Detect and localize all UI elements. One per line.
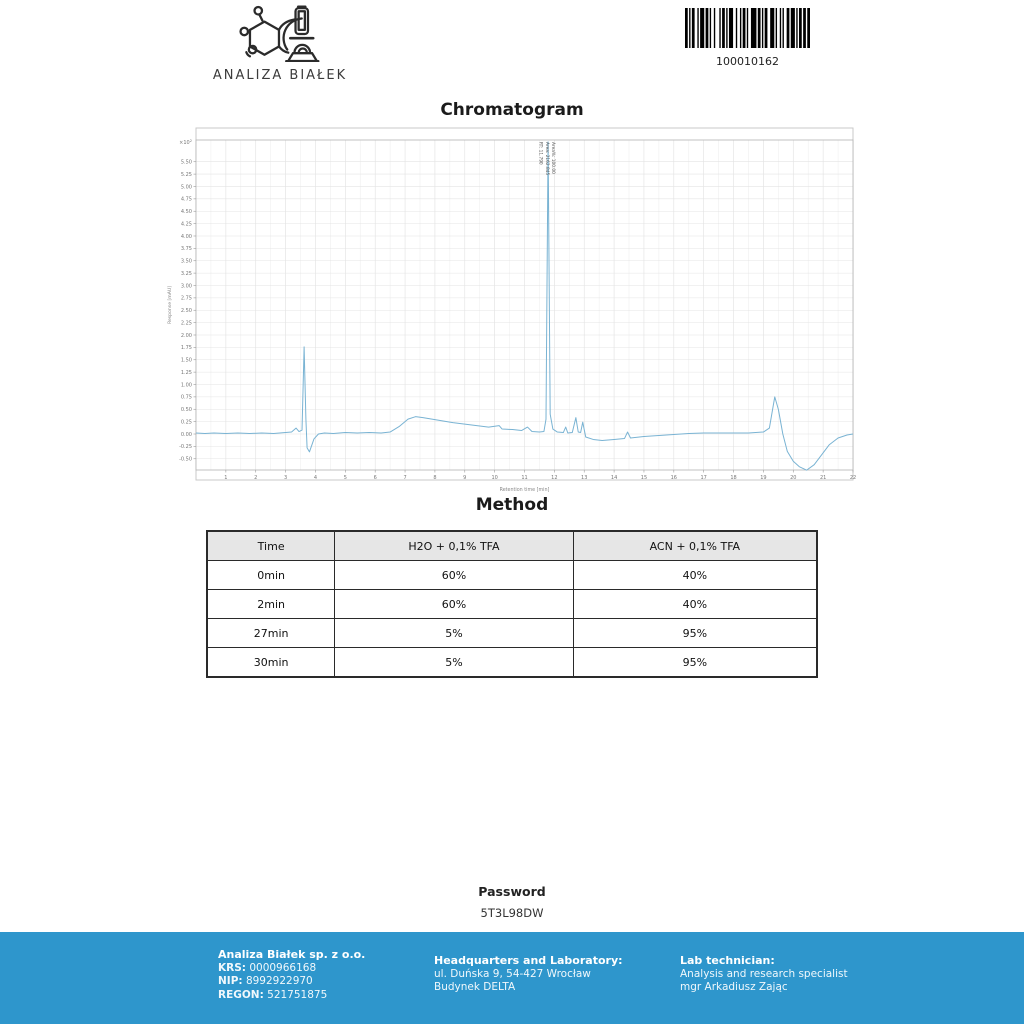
svg-text:19: 19 [760, 475, 767, 481]
svg-text:15: 15 [640, 475, 648, 481]
cell-h2o: 60% [335, 561, 573, 590]
company-name: Analiza Białek sp. z o.o. [218, 948, 366, 961]
technician-title: Lab technician: [680, 954, 775, 967]
svg-text:Area%: 100.00: Area%: 100.00 [550, 142, 556, 174]
svg-text:Retention time [min]: Retention time [min] [499, 488, 550, 493]
table-row [207, 590, 817, 619]
svg-text:Response [mAU]: Response [mAU] [168, 285, 173, 325]
company-regon: REGON: 521751875 [218, 988, 328, 1001]
svg-text:×102: $\times 10^2$ [179, 139, 192, 146]
footer-lab-technician [680, 954, 848, 995]
svg-text:3.50: 3.50 [180, 258, 192, 265]
technician-role: Analysis and research specialist [680, 967, 848, 980]
headquarters-title: Headquarters and Laboratory: [434, 954, 623, 967]
footer [0, 932, 1024, 1024]
svg-text:2.00: 2.00 [180, 332, 192, 339]
cell-acn: 40% [573, 561, 817, 590]
cell-acn: 95% [573, 648, 817, 678]
svg-text:14: 14 [610, 475, 618, 481]
svg-text:3.00: 3.00 [180, 283, 192, 290]
method-title: Method [475, 495, 549, 515]
svg-text:3: 3 [283, 475, 288, 481]
column-header-h2o: H2O + 0,1% TFA [335, 531, 573, 561]
technician-name: mgr Arkadiusz Zając [680, 981, 788, 993]
table-row [207, 619, 817, 648]
svg-text:11: 11 [521, 475, 528, 481]
cell-acn: 95% [573, 619, 817, 648]
column-header-time: Time [207, 531, 335, 561]
password-block [0, 884, 1024, 920]
svg-text:-0.50: -0.50 [179, 456, 192, 463]
logo-molecule-microscope-icon [235, 4, 325, 62]
svg-text:4.00: 4.00 [180, 233, 192, 240]
cell-time: 27min [207, 619, 335, 648]
method-table-header-row [207, 531, 817, 561]
barcode-icon [685, 8, 810, 48]
svg-text:RT: 11.790: RT: 11.790 [537, 142, 543, 165]
svg-text:1.25: 1.25 [180, 369, 192, 376]
password-value: 5T3L98DW [480, 906, 544, 920]
table-row [207, 648, 817, 678]
svg-text:3.25: 3.25 [180, 270, 192, 277]
svg-text:1.75: 1.75 [180, 345, 192, 352]
svg-text:9: 9 [463, 475, 467, 481]
svg-text:Area: 2162.845: Area: 2162.845 [543, 142, 549, 176]
svg-text:18: 18 [730, 475, 737, 481]
svg-text:21: 21 [819, 475, 827, 481]
svg-text:5.00: 5.00 [180, 184, 192, 191]
footer-company-info [218, 948, 365, 1002]
headquarters-address: ul. Duńska 9, 54-427 Wrocław [434, 967, 591, 980]
svg-text:2: 2 [254, 475, 258, 481]
svg-text:5.25: 5.25 [180, 171, 192, 178]
svg-text:12: 12 [551, 475, 558, 481]
svg-text:8: 8 [433, 475, 437, 481]
table-row [207, 561, 817, 590]
cell-h2o: 5% [335, 648, 573, 678]
svg-text:20: 20 [790, 475, 797, 481]
svg-text:2.50: 2.50 [180, 308, 192, 315]
headquarters-building: Budynek DELTA [434, 981, 516, 993]
svg-text:5.50: 5.50 [180, 159, 192, 166]
svg-text:0.25: 0.25 [180, 419, 192, 426]
chromatogram-chart [155, 124, 861, 500]
footer-headquarters [434, 954, 623, 995]
svg-text:4: 4 [313, 475, 318, 481]
svg-text:17: 17 [700, 475, 707, 481]
svg-text:10: 10 [491, 475, 498, 481]
svg-text:1: 1 [224, 475, 228, 481]
cell-time: 0min [207, 561, 335, 590]
barcode-number: 100010162 [716, 55, 779, 68]
svg-text:5: 5 [343, 475, 347, 481]
chromatogram-plot [155, 124, 861, 500]
logo-text: ANALIZA BIAŁEK [212, 68, 348, 83]
company-nip: NIP: 8992922970 [218, 975, 313, 987]
svg-text:16: 16 [670, 475, 678, 481]
svg-text:13: 13 [581, 475, 588, 481]
svg-text:4.75: 4.75 [180, 196, 192, 203]
svg-text:4.25: 4.25 [180, 221, 192, 228]
svg-text:6: 6 [373, 475, 377, 481]
svg-text:2.25: 2.25 [180, 320, 192, 327]
password-label: Password [478, 884, 546, 899]
cell-acn: 40% [573, 590, 817, 619]
svg-text:4.50: 4.50 [180, 209, 192, 216]
barcode-block [685, 8, 810, 68]
svg-text:2.75: 2.75 [180, 295, 192, 302]
cell-time: 30min [207, 648, 335, 678]
logo [200, 4, 360, 83]
svg-text:0.00: 0.00 [180, 431, 192, 438]
cell-h2o: 5% [335, 619, 573, 648]
svg-text:7: 7 [403, 475, 407, 481]
svg-text:-0.25: -0.25 [179, 444, 192, 451]
svg-text:0.75: 0.75 [180, 394, 192, 401]
svg-text:22: 22 [849, 475, 857, 481]
svg-text:3.75: 3.75 [180, 246, 192, 253]
svg-text:1.00: 1.00 [180, 382, 192, 389]
cell-h2o: 60% [335, 590, 573, 619]
cell-time: 2min [207, 590, 335, 619]
method-table [206, 530, 818, 678]
svg-text:1.50: 1.50 [180, 357, 192, 364]
column-header-acn: ACN + 0,1% TFA [573, 531, 817, 561]
svg-text:0.50: 0.50 [180, 407, 192, 414]
chromatogram-title: Chromatogram [440, 100, 584, 120]
company-krs: KRS: 0000966168 [218, 961, 317, 974]
